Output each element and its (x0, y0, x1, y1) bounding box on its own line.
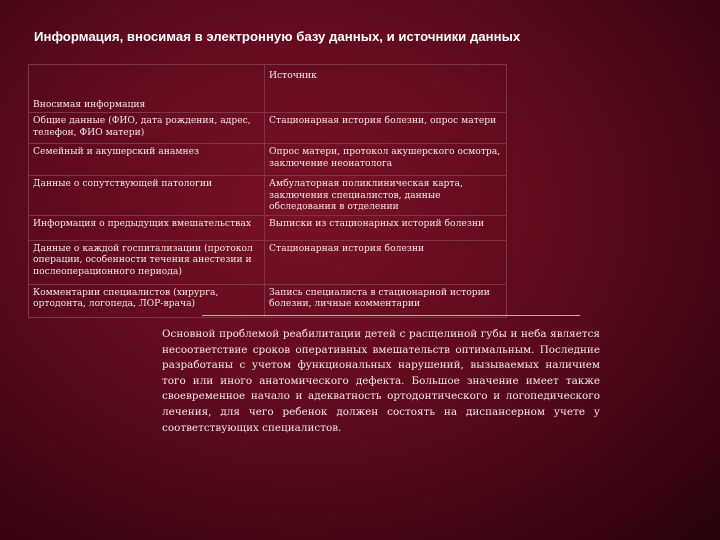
body-paragraph: Основной проблемой реабилитации детей с расщелиной губы и неба является несоответствие сроков оперативных вмешательств оптимальным. Последние разработаны с учетом функциональных нарушений, вызываемых наличием того или иного анатомического дефекта. Большое значение имеет также своевременное начало и адекватность ортодонтического и логопедического лечения, для чего ребенок должен состоять на диспансерном учете у соответствующих специалистов. (162, 328, 600, 434)
table-row (29, 176, 507, 216)
source-cell: Выписки из стационарных историй болезни (265, 215, 507, 240)
info-cell: Информация о предыдущих вмешательствах (29, 215, 265, 240)
table-row (29, 113, 507, 144)
header-info-cell: Вносимая информация (29, 65, 265, 113)
info-cell: Общие данные (ФИО, дата рождения, адрес, телефон, ФИО матери) (29, 113, 265, 144)
info-cell: Семейный и акушерский анамнез (29, 144, 265, 176)
slide-title: Информация, вносимая в электронную базу данных, и источники данных (34, 29, 521, 44)
divider-line (202, 315, 580, 316)
info-cell: Данные о каждой госпитализации (протокол операции, особенности течения анестезии и послеоперационного периода) (29, 240, 265, 284)
table-row (29, 215, 507, 240)
source-cell: Запись специалиста в стационарной истории болезни, личные комментарии (265, 284, 507, 317)
table-row (29, 284, 507, 317)
table-row (29, 144, 507, 176)
source-cell: Стационарная история болезни (265, 240, 507, 284)
info-sources-table (28, 64, 507, 318)
source-cell: Опрос матери, протокол акушерского осмотра, заключение неонатолога (265, 144, 507, 176)
table-header-row (29, 65, 507, 113)
source-cell: Стационарная история болезни, опрос матери (265, 113, 507, 144)
table-row (29, 240, 507, 284)
info-cell: Данные о сопутствующей патологии (29, 176, 265, 216)
header-source-cell: Источник (265, 65, 507, 113)
info-cell: Комментарии специалистов (хирурга, ортодонта, логопеда, ЛОР-врача) (29, 284, 265, 317)
source-cell: Амбулаторная поликлиническая карта, заключения специалистов, данные обследования в отделении (265, 176, 507, 216)
